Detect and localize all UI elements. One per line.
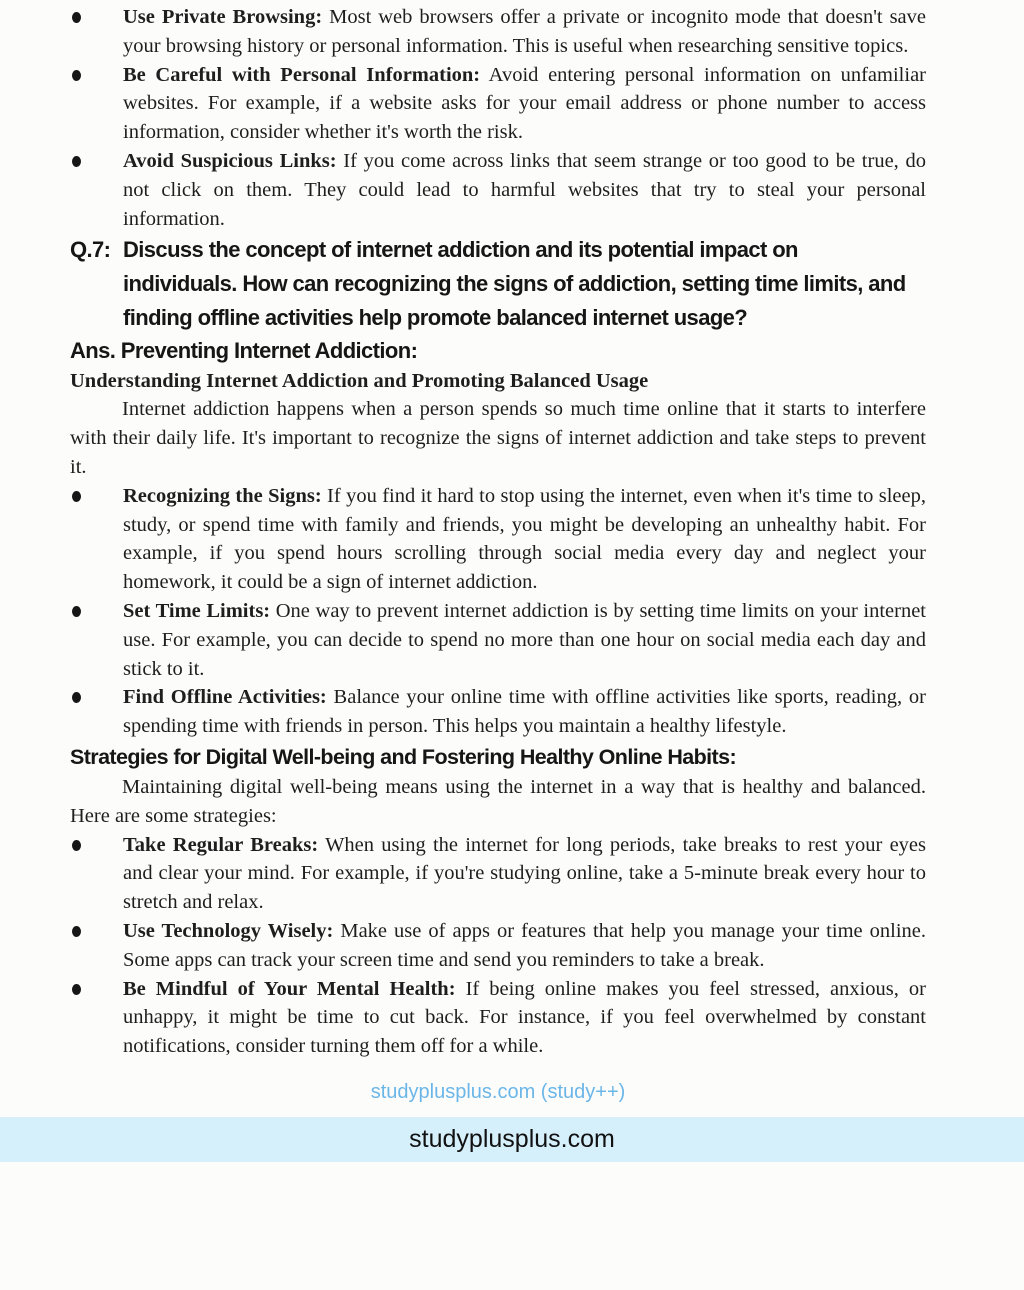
bullet-icon: [72, 926, 81, 937]
list-item: [70, 147, 926, 233]
bullet-icon: [72, 692, 81, 703]
bullet-label: Set Time Limits:: [123, 599, 271, 622]
list-item: [70, 975, 926, 1061]
bullet-label: Take Regular Breaks:: [123, 833, 319, 856]
question-first-line: [70, 233, 926, 267]
question-heading: [70, 233, 926, 335]
answer-intro: Internet addiction happens when a person spends so much time online that it starts to interfere with their daily life. It's important to recognize the signs of internet addiction and take steps to prevent it.: [70, 398, 926, 478]
list-item: [70, 683, 926, 741]
watermark: studyplusplus.com (study++): [370, 1080, 626, 1103]
list-item: [70, 3, 926, 61]
bullet-text: When using the internet for long periods, take breaks to rest your eyes and clear your mind. For example, if you're studying online, take a 5-minute break every hour to stretch and relax.: [123, 833, 927, 914]
answer-subheading: Understanding Internet Addiction and Promoting Balanced Usage: [70, 370, 649, 393]
list-item: [70, 61, 926, 147]
strategies-heading: Strategies for Digital Well-being and Fostering Healthy Online Habits:: [70, 744, 736, 769]
answer-heading: Ans. Preventing Internet Addiction:: [70, 338, 418, 364]
bullet-text: One way to prevent internet addiction is by setting time limits on your internet use. For example, you can decide to spend no more than one hour on social media each day and stick to it.: [123, 599, 926, 680]
list-item: [70, 597, 926, 683]
list-item: [70, 917, 926, 975]
question-continuation: individuals. How can recognizing the signs of addiction, setting time limits, and finding offline activities help promote balanced internet usage?: [123, 271, 906, 331]
bullet-icon: [72, 606, 81, 617]
bullet-label: Be Mindful of Your Mental Health:: [123, 977, 456, 1000]
bullet-text: If you come across links that seem strange or too good to be true, do not click on them. They could lead to harmful websites that try to steal your personal information.: [123, 149, 926, 230]
strategies-intro: Maintaining digital well-being means using the internet in a way that is healthy and balanced. Here are some strategies:: [70, 775, 926, 827]
bullet-label: Avoid Suspicious Links:: [123, 149, 337, 172]
bullet-icon: [72, 984, 81, 995]
bullet-icon: [72, 840, 81, 851]
bullet-label: Find Offline Activities:: [123, 686, 327, 709]
bullet-label: Use Private Browsing:: [123, 6, 323, 28]
bullet-text: Avoid entering personal information on unfamiliar websites. For example, if a website asks for your email address or phone number to access information, consider whether it's worth the risk.: [123, 63, 926, 144]
bullet-icon: [72, 491, 81, 502]
question-block: [70, 233, 926, 335]
footer-site-link[interactable]: studyplusplus.com: [409, 1124, 615, 1153]
answer-block: [70, 335, 926, 741]
bullet-text: Balance your online time with offline activities like sports, reading, or spending time with friends in person. This helps you maintain a healthy lifestyle.: [123, 686, 926, 738]
question-number: Q.7:: [70, 237, 111, 263]
bullet-icon: [72, 70, 81, 81]
bullet-icon: [72, 12, 81, 23]
bullet-label: Be Careful with Personal Information:: [123, 63, 481, 86]
bullet-label: Recognizing the Signs:: [123, 484, 322, 507]
footer-bar: [0, 1117, 1024, 1162]
strategies-block: [70, 741, 926, 1061]
list-item: [70, 482, 926, 597]
bullet-text: If you find it hard to stop using the internet, even when it's time to sleep, study, or spend time with family and friends, you might be developing an unhealthy habit. For example, if you spend hours scrolling through social media every day and neglect your homework, it could be a sign of internet addiction.: [123, 484, 926, 594]
bullet-text: Most web browsers offer a private or incognito mode that doesn't save your browsing history or personal information. This is useful when researching sensitive topics.: [123, 6, 926, 57]
privacy-tips-list: [70, 3, 926, 233]
bullet-label: Use Technology Wisely:: [123, 919, 334, 942]
list-item: [70, 831, 926, 917]
bullet-icon: [72, 156, 81, 167]
bullet-text: If being online makes you feel stressed, anxious, or unhappy, it might be time to cut back. For instance, if you feel overwhelmed by constant notifications, consider turning them off for a while.: [123, 977, 927, 1058]
question-line1: Discuss the concept of internet addiction and its potential impact on: [123, 237, 798, 263]
bullet-text: Make use of apps or features that help you manage your time online. Some apps can track your screen time and send you reminders to take a break.: [123, 919, 926, 971]
